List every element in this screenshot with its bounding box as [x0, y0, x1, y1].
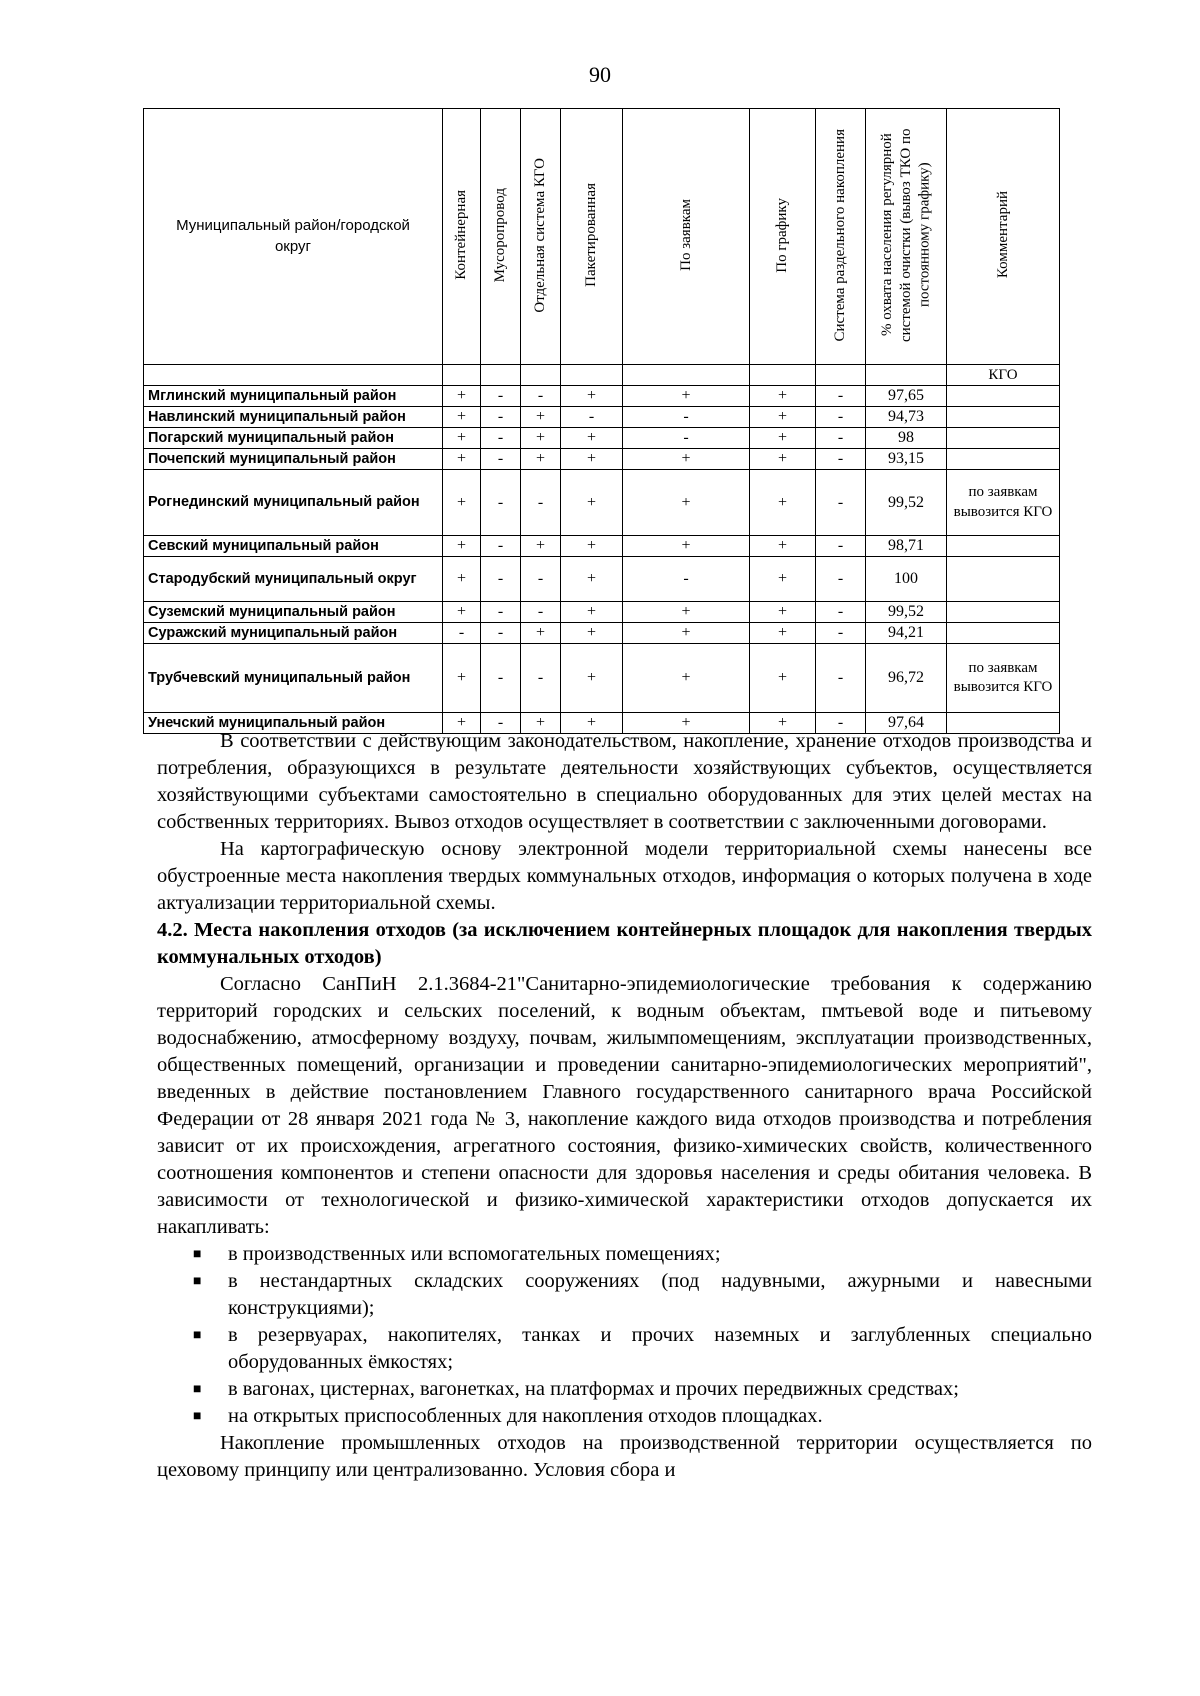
district-name: Погарский муниципальный район	[144, 428, 443, 449]
coverage-percent: 94,21	[866, 623, 947, 644]
header-garbage-chute-label: Мусоропровод	[492, 187, 509, 283]
mark-cell: +	[443, 407, 481, 428]
header-separate-collection-label: Система раздельного накопления	[832, 128, 849, 342]
mark-cell: +	[750, 713, 816, 734]
list-item	[193, 1376, 1092, 1403]
district-name: Трубчевский муниципальный район	[144, 644, 443, 713]
mark-cell: +	[750, 386, 816, 407]
paragraph-map-model: На картографическую основу электронной модели территориальной схемы нанесены все обустроенные места накопления твердых коммунальных отходов, информация о которых получена в ходе актуализации территориальной схемы.	[157, 838, 1092, 914]
header-garbage-chute	[481, 109, 521, 365]
coverage-percent: 100	[866, 557, 947, 602]
mark-cell: -	[481, 536, 521, 557]
mark-cell: +	[521, 623, 561, 644]
header-on-request-label: По заявкам	[677, 199, 694, 271]
list-item	[193, 1241, 1092, 1268]
list-item-text: в резервуарах, накопителях, танках и прочих наземных и заглубленных специально оборудованных ёмкостях;	[228, 1324, 1092, 1373]
header-scheduled-label: По графику	[774, 197, 791, 273]
mark-cell: +	[623, 470, 750, 536]
mark-cell: +	[750, 407, 816, 428]
subheader-cell	[481, 365, 521, 386]
mark-cell: -	[443, 623, 481, 644]
list-item	[193, 1322, 1092, 1376]
paragraph-industrial-waste: Накопление промышленных отходов на производственной территории осуществляется по цеховому принципу или централизованно. Условия сбора и	[157, 1432, 1092, 1481]
mark-cell: +	[443, 644, 481, 713]
mark-cell: -	[481, 557, 521, 602]
district-name: Рогнединский муниципальный район	[144, 470, 443, 536]
mark-cell: -	[521, 386, 561, 407]
mark-cell: -	[481, 386, 521, 407]
mark-cell: +	[561, 602, 623, 623]
mark-cell: +	[561, 644, 623, 713]
table-row	[144, 602, 1060, 623]
mark-cell: +	[443, 428, 481, 449]
mark-cell: +	[623, 644, 750, 713]
subheader-cell	[866, 365, 947, 386]
mark-cell: -	[816, 407, 866, 428]
table-row	[144, 386, 1060, 407]
bullet-icon: ■	[193, 1409, 202, 1424]
table-header-row	[144, 109, 1060, 365]
coverage-percent: 97,64	[866, 713, 947, 734]
mark-cell: +	[521, 428, 561, 449]
subheader-cell	[623, 365, 750, 386]
table-row	[144, 557, 1060, 602]
mark-cell: +	[750, 428, 816, 449]
mark-cell: -	[816, 536, 866, 557]
subheader-cell	[443, 365, 481, 386]
header-kgo-system	[521, 109, 561, 365]
mark-cell: +	[443, 713, 481, 734]
header-on-request	[623, 109, 750, 365]
header-scheduled	[750, 109, 816, 365]
district-name: Суземский муниципальный район	[144, 602, 443, 623]
mark-cell: +	[623, 536, 750, 557]
mark-cell: -	[521, 602, 561, 623]
district-name: Мглинский муниципальный район	[144, 386, 443, 407]
header-kgo-system-label: Отдельная система КГО	[532, 157, 549, 313]
mark-cell: -	[816, 428, 866, 449]
subheader-cell	[521, 365, 561, 386]
mark-cell: -	[623, 407, 750, 428]
mark-cell: -	[816, 713, 866, 734]
mark-cell: -	[816, 557, 866, 602]
mark-cell: +	[750, 623, 816, 644]
coverage-percent: 99,52	[866, 602, 947, 623]
mark-cell: -	[623, 428, 750, 449]
mark-cell: -	[816, 470, 866, 536]
bullet-icon: ■	[193, 1274, 202, 1289]
list-item-text: в нестандартных складских сооружениях (под надувными, ажурными и навесными конструкциями);	[228, 1270, 1092, 1319]
mark-cell: +	[750, 644, 816, 713]
mark-cell: -	[481, 428, 521, 449]
mark-cell: +	[561, 536, 623, 557]
subheader-cell	[816, 365, 866, 386]
district-name: Суражский муниципальный район	[144, 623, 443, 644]
mark-cell: -	[481, 602, 521, 623]
list-item-text: на открытых приспособленных для накопления отходов площадках.	[228, 1405, 823, 1427]
mark-cell: +	[750, 536, 816, 557]
table-row	[144, 644, 1060, 713]
mark-cell: +	[521, 449, 561, 470]
mark-cell: +	[561, 428, 623, 449]
coverage-percent: 93,15	[866, 449, 947, 470]
mark-cell: -	[521, 470, 561, 536]
coverage-percent: 98	[866, 428, 947, 449]
mark-cell: +	[443, 470, 481, 536]
waste-accumulation-table	[143, 108, 1060, 734]
mark-cell: -	[521, 557, 561, 602]
mark-cell: -	[521, 644, 561, 713]
list-item	[193, 1268, 1092, 1322]
mark-cell: +	[443, 557, 481, 602]
mark-cell: -	[481, 623, 521, 644]
header-comment-label: Комментарий	[994, 191, 1011, 279]
mark-cell: -	[623, 557, 750, 602]
comment-cell: по заявкам вывозится КГО	[947, 470, 1060, 536]
bullet-icon: ■	[193, 1328, 202, 1343]
mark-cell: +	[561, 623, 623, 644]
header-district: Муниципальный район/городской округ	[144, 109, 443, 365]
mark-cell: +	[623, 386, 750, 407]
mark-cell: +	[623, 602, 750, 623]
district-name: Унечский муниципальный район	[144, 713, 443, 734]
table-row	[144, 449, 1060, 470]
district-name: Севский муниципальный район	[144, 536, 443, 557]
mark-cell: -	[816, 623, 866, 644]
mark-cell: +	[561, 449, 623, 470]
list-item-text: в производственных или вспомогательных помещениях;	[228, 1243, 721, 1265]
table-row	[144, 407, 1060, 428]
comment-cell	[947, 449, 1060, 470]
mark-cell: +	[443, 536, 481, 557]
comment-cell	[947, 536, 1060, 557]
coverage-percent: 98,71	[866, 536, 947, 557]
mark-cell: +	[750, 602, 816, 623]
comment-cell: по заявкам вывозится КГО	[947, 644, 1060, 713]
mark-cell: -	[816, 386, 866, 407]
mark-cell: -	[816, 449, 866, 470]
mark-cell: -	[481, 407, 521, 428]
mark-cell: -	[481, 470, 521, 536]
header-comment	[947, 109, 1060, 365]
comment-cell	[947, 602, 1060, 623]
mark-cell: -	[481, 713, 521, 734]
comment-cell	[947, 386, 1060, 407]
subheader-cell	[144, 365, 443, 386]
list-item-text: в вагонах, цистернах, вагонетках, на платформах и прочих передвижных средствах;	[228, 1378, 959, 1400]
section-heading-4-2: 4.2. Места накопления отходов (за исключением контейнерных площадок для накопления твердых коммунальных отходов)	[157, 919, 1092, 968]
mark-cell: +	[521, 407, 561, 428]
document-body	[157, 728, 1092, 1484]
mark-cell: +	[623, 713, 750, 734]
mark-cell: -	[816, 644, 866, 713]
subheader-cell	[750, 365, 816, 386]
table-row	[144, 536, 1060, 557]
header-coverage-percent-label: % охвата населения регулярной системой очистки (вывоз ТКО по постоянному графику)	[878, 128, 933, 342]
mark-cell: +	[561, 713, 623, 734]
mark-cell: -	[816, 602, 866, 623]
district-name: Почепский муниципальный район	[144, 449, 443, 470]
page-number: 90	[589, 62, 611, 87]
mark-cell: +	[443, 449, 481, 470]
mark-cell: +	[443, 602, 481, 623]
list-item	[193, 1403, 1092, 1430]
district-name: Стародубский муниципальный округ	[144, 557, 443, 602]
comment-cell	[947, 428, 1060, 449]
district-name: Навлинский муниципальный район	[144, 407, 443, 428]
comment-cell	[947, 557, 1060, 602]
table-row	[144, 470, 1060, 536]
coverage-percent: 97,65	[866, 386, 947, 407]
header-coverage-percent	[866, 109, 947, 365]
table-row	[144, 428, 1060, 449]
table-row	[144, 623, 1060, 644]
subheader-cell	[561, 365, 623, 386]
mark-cell: +	[750, 449, 816, 470]
header-container	[443, 109, 481, 365]
mark-cell: +	[561, 557, 623, 602]
coverage-percent: 96,72	[866, 644, 947, 713]
paragraph-sanpin: Согласно СанПиН 2.1.3684-21"Санитарно-эпидемиологические требования к содержанию территорий городских и сельских поселений, к водным объектам, пмтьевой воде и питьевому водоснабжению, атмосферному воздуху, почвам, жилымпомещениям, эксплуатации производственных, общественных помещений, организации и проведении санитарно-эпидемиологических мероприятий", введенных в действие постановлением Главного государственного санитарного врача Российской Федерации от 28 января 2021 года № 3, накопление каждого вида отходов производства и потребления зависит от их происхождения, агрегатного состояния, физико-химических свойств, количественного соотношения компонентов и степени опасности для здоровья населения и среды обитания человека. В зависимости от технологической и физико-химической характеристики отходов допускается их накапливать:	[157, 973, 1092, 1238]
bullet-icon: ■	[193, 1247, 202, 1262]
header-container-label: Контейнерная	[453, 190, 470, 280]
comment-cell	[947, 623, 1060, 644]
mark-cell: +	[561, 386, 623, 407]
mark-cell: +	[521, 536, 561, 557]
storage-options-list	[157, 1241, 1092, 1430]
bullet-icon: ■	[193, 1382, 202, 1397]
mark-cell: -	[561, 407, 623, 428]
mark-cell: +	[521, 713, 561, 734]
mark-cell: +	[443, 386, 481, 407]
header-packaged	[561, 109, 623, 365]
mark-cell: +	[750, 557, 816, 602]
coverage-percent: 94,73	[866, 407, 947, 428]
paragraph-legislation: В соответствии с действующим законодательством, накопление, хранение отходов производства и потребления, образующихся в результате деятельности хозяйствующих субъектов, осуществляется хозяйствующими субъектами самостоятельно в специально оборудованных для этих целей местах на собственных территориях. Вывоз отходов осуществляет в соответствии с заключенными договорами.	[157, 730, 1092, 833]
header-packaged-label: Пакетированная	[583, 183, 600, 287]
mark-cell: +	[623, 449, 750, 470]
mark-cell: -	[481, 449, 521, 470]
comment-cell	[947, 407, 1060, 428]
subheader-comment-kgo: КГО	[947, 365, 1060, 386]
mark-cell: +	[623, 623, 750, 644]
mark-cell: +	[561, 470, 623, 536]
mark-cell: -	[481, 644, 521, 713]
header-separate-collection	[816, 109, 866, 365]
mark-cell: +	[750, 470, 816, 536]
coverage-percent: 99,52	[866, 470, 947, 536]
table-subheader-row	[144, 365, 1060, 386]
